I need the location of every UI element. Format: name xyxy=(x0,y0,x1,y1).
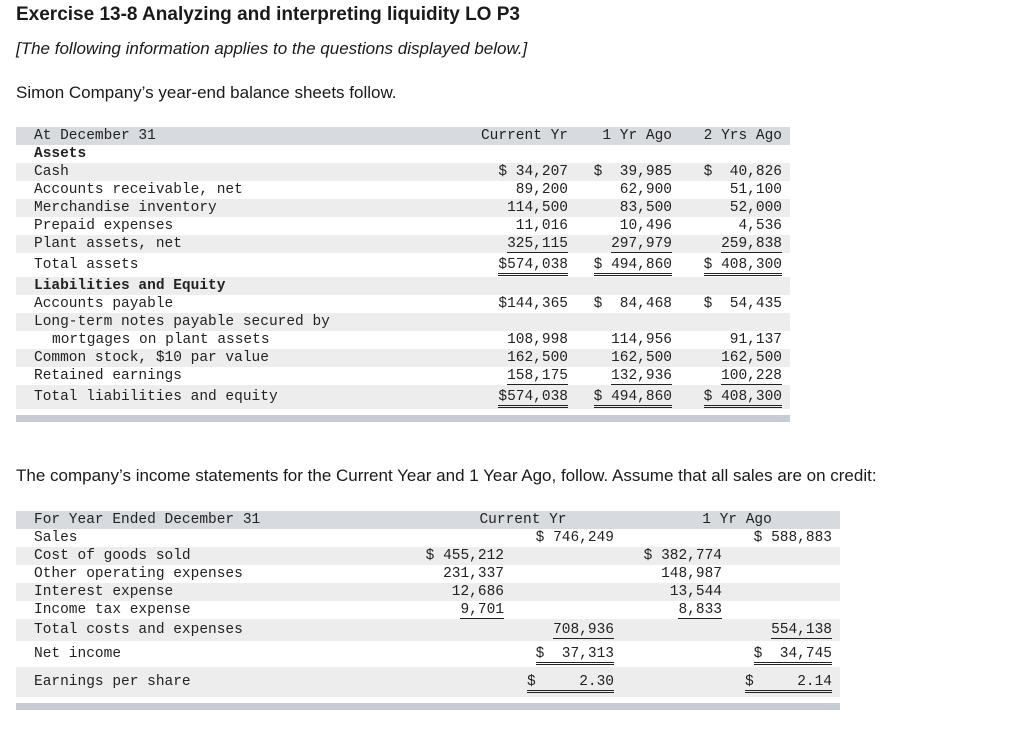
table-row xyxy=(16,547,840,565)
section-heading-row xyxy=(16,277,790,295)
row-label: Net income xyxy=(34,646,122,662)
row-label: mortgages on plant assets xyxy=(52,332,270,348)
cell-value: $ 39,985 xyxy=(576,163,680,181)
cell-value: $ 408,300 xyxy=(680,253,790,277)
table-row xyxy=(16,235,790,253)
section-heading-row xyxy=(16,145,790,163)
table-row xyxy=(16,367,790,385)
page-title: Exercise 13-8 Analyzing and interpreting liquidity LO P3 xyxy=(16,4,520,25)
cell-value: $ 408,300 xyxy=(680,385,790,409)
table-row xyxy=(16,565,840,583)
table-row-total xyxy=(16,253,790,277)
cell-value: $574,038 xyxy=(462,385,576,409)
row-label: Common stock, $10 par value xyxy=(16,349,462,367)
cell-value: $ 84,468 xyxy=(593,296,672,312)
cell-value: 162,500 xyxy=(462,349,576,367)
column-header: Current Yr xyxy=(462,127,576,145)
cell-value: 708,936 xyxy=(512,619,622,641)
row-label: Total costs and expenses xyxy=(16,619,412,641)
cell-value: $ 494,860 xyxy=(576,385,680,409)
row-label: Retained earnings xyxy=(34,368,182,384)
cell-value: 114,956 xyxy=(611,332,672,348)
cell-value: 13,544 xyxy=(622,583,730,601)
cell-value: 51,100 xyxy=(729,182,782,198)
cell-value: 9,701 xyxy=(460,602,504,618)
cell-value: 132,936 xyxy=(611,368,672,384)
row-label: Accounts receivable, net xyxy=(34,182,243,198)
column-header: 1 Yr Ago xyxy=(576,127,680,145)
cell-value: 108,998 xyxy=(507,332,568,348)
row-label: Other operating expenses xyxy=(34,566,243,582)
table-row xyxy=(16,529,840,547)
table-header-row xyxy=(16,511,840,529)
column-header: At December 31 xyxy=(16,127,462,145)
column-header: For Year Ended December 31 xyxy=(16,511,412,529)
balance-sheet-table xyxy=(16,127,790,422)
cell-value: $ 34,745 xyxy=(730,641,840,667)
table-row xyxy=(16,217,790,235)
column-header: 1 Yr Ago xyxy=(622,511,840,529)
cell-value: 10,496 xyxy=(619,218,672,234)
cell-value: 62,900 xyxy=(619,182,672,198)
cell-value: 158,175 xyxy=(507,368,568,384)
section-heading: Assets xyxy=(34,146,87,162)
column-header: 2 Yrs Ago xyxy=(680,127,790,145)
row-label: Accounts payable xyxy=(34,296,174,312)
cell-value: 100,228 xyxy=(721,368,782,384)
cell-value: 89,200 xyxy=(515,182,568,198)
cell-value: 114,500 xyxy=(462,199,576,217)
cell-value: 91,137 xyxy=(729,332,782,348)
row-label: Long-term notes payable secured by xyxy=(16,313,462,331)
row-label: Interest expense xyxy=(16,583,412,601)
cell-value: 259,838 xyxy=(680,235,790,253)
table-row xyxy=(16,349,790,367)
table-row xyxy=(16,313,790,331)
cell-value: $ 588,883 xyxy=(753,530,832,546)
row-label: Total assets xyxy=(34,257,139,273)
table-row xyxy=(16,199,790,217)
table-row xyxy=(16,163,790,181)
info-note: [The following information applies to the questions displayed below.] xyxy=(16,39,528,58)
table-row xyxy=(16,181,790,199)
income-statement-intro: The company’s income statements for the Current Year and 1 Year Ago, follow. Assume that all sales are on credit: xyxy=(16,466,877,485)
table-row xyxy=(16,667,840,697)
row-label: Cost of goods sold xyxy=(16,547,412,565)
cell-value: 11,016 xyxy=(515,218,568,234)
cell-value: 297,979 xyxy=(576,235,680,253)
cell-value: 8,833 xyxy=(678,602,722,618)
row-label: Sales xyxy=(34,530,78,546)
row-label: Income tax expense xyxy=(34,602,191,618)
cell-value: $ 54,435 xyxy=(703,296,782,312)
cell-value: 4,536 xyxy=(738,218,782,234)
row-label: Earnings per share xyxy=(16,667,412,697)
row-label: Prepaid expenses xyxy=(34,218,174,234)
cell-value: 148,987 xyxy=(661,566,722,582)
cell-value: 325,115 xyxy=(462,235,576,253)
cell-value: $ 37,313 xyxy=(512,641,622,667)
cell-value: $ 382,774 xyxy=(622,547,730,565)
cell-value: $144,365 xyxy=(498,296,568,312)
table-row xyxy=(16,601,840,619)
cell-value: 162,500 xyxy=(576,349,680,367)
row-label: Cash xyxy=(16,163,462,181)
cell-value: $ 494,860 xyxy=(576,253,680,277)
income-statement-table xyxy=(16,511,840,710)
balance-sheet-intro: Simon Company’s year-end balance sheets follow. xyxy=(16,83,397,102)
column-header: Current Yr xyxy=(412,511,622,529)
row-label: Merchandise inventory xyxy=(16,199,462,217)
cell-value: 83,500 xyxy=(576,199,680,217)
cell-value: $574,038 xyxy=(462,253,576,277)
cell-value: $ 746,249 xyxy=(535,530,614,546)
cell-value: $ 34,207 xyxy=(462,163,576,181)
table-row-total xyxy=(16,641,840,667)
cell-value: $ 40,826 xyxy=(680,163,790,181)
cell-value: 231,337 xyxy=(443,566,504,582)
table-row xyxy=(16,331,790,349)
table-row xyxy=(16,583,840,601)
table-header-row xyxy=(16,127,790,145)
cell-value: 554,138 xyxy=(730,619,840,641)
cell-value: 12,686 xyxy=(412,583,512,601)
table-row xyxy=(16,295,790,313)
cell-value: 162,500 xyxy=(680,349,790,367)
cell-value: 52,000 xyxy=(680,199,790,217)
row-label: Total liabilities and equity xyxy=(16,385,462,409)
row-label: Plant assets, net xyxy=(16,235,462,253)
section-heading: Liabilities and Equity xyxy=(16,277,462,295)
table-row xyxy=(16,619,840,641)
cell-value: $ 455,212 xyxy=(412,547,512,565)
table-row-total xyxy=(16,385,790,409)
cell-value: $ 2.30 xyxy=(512,667,622,697)
cell-value: $ 2.14 xyxy=(730,667,840,697)
